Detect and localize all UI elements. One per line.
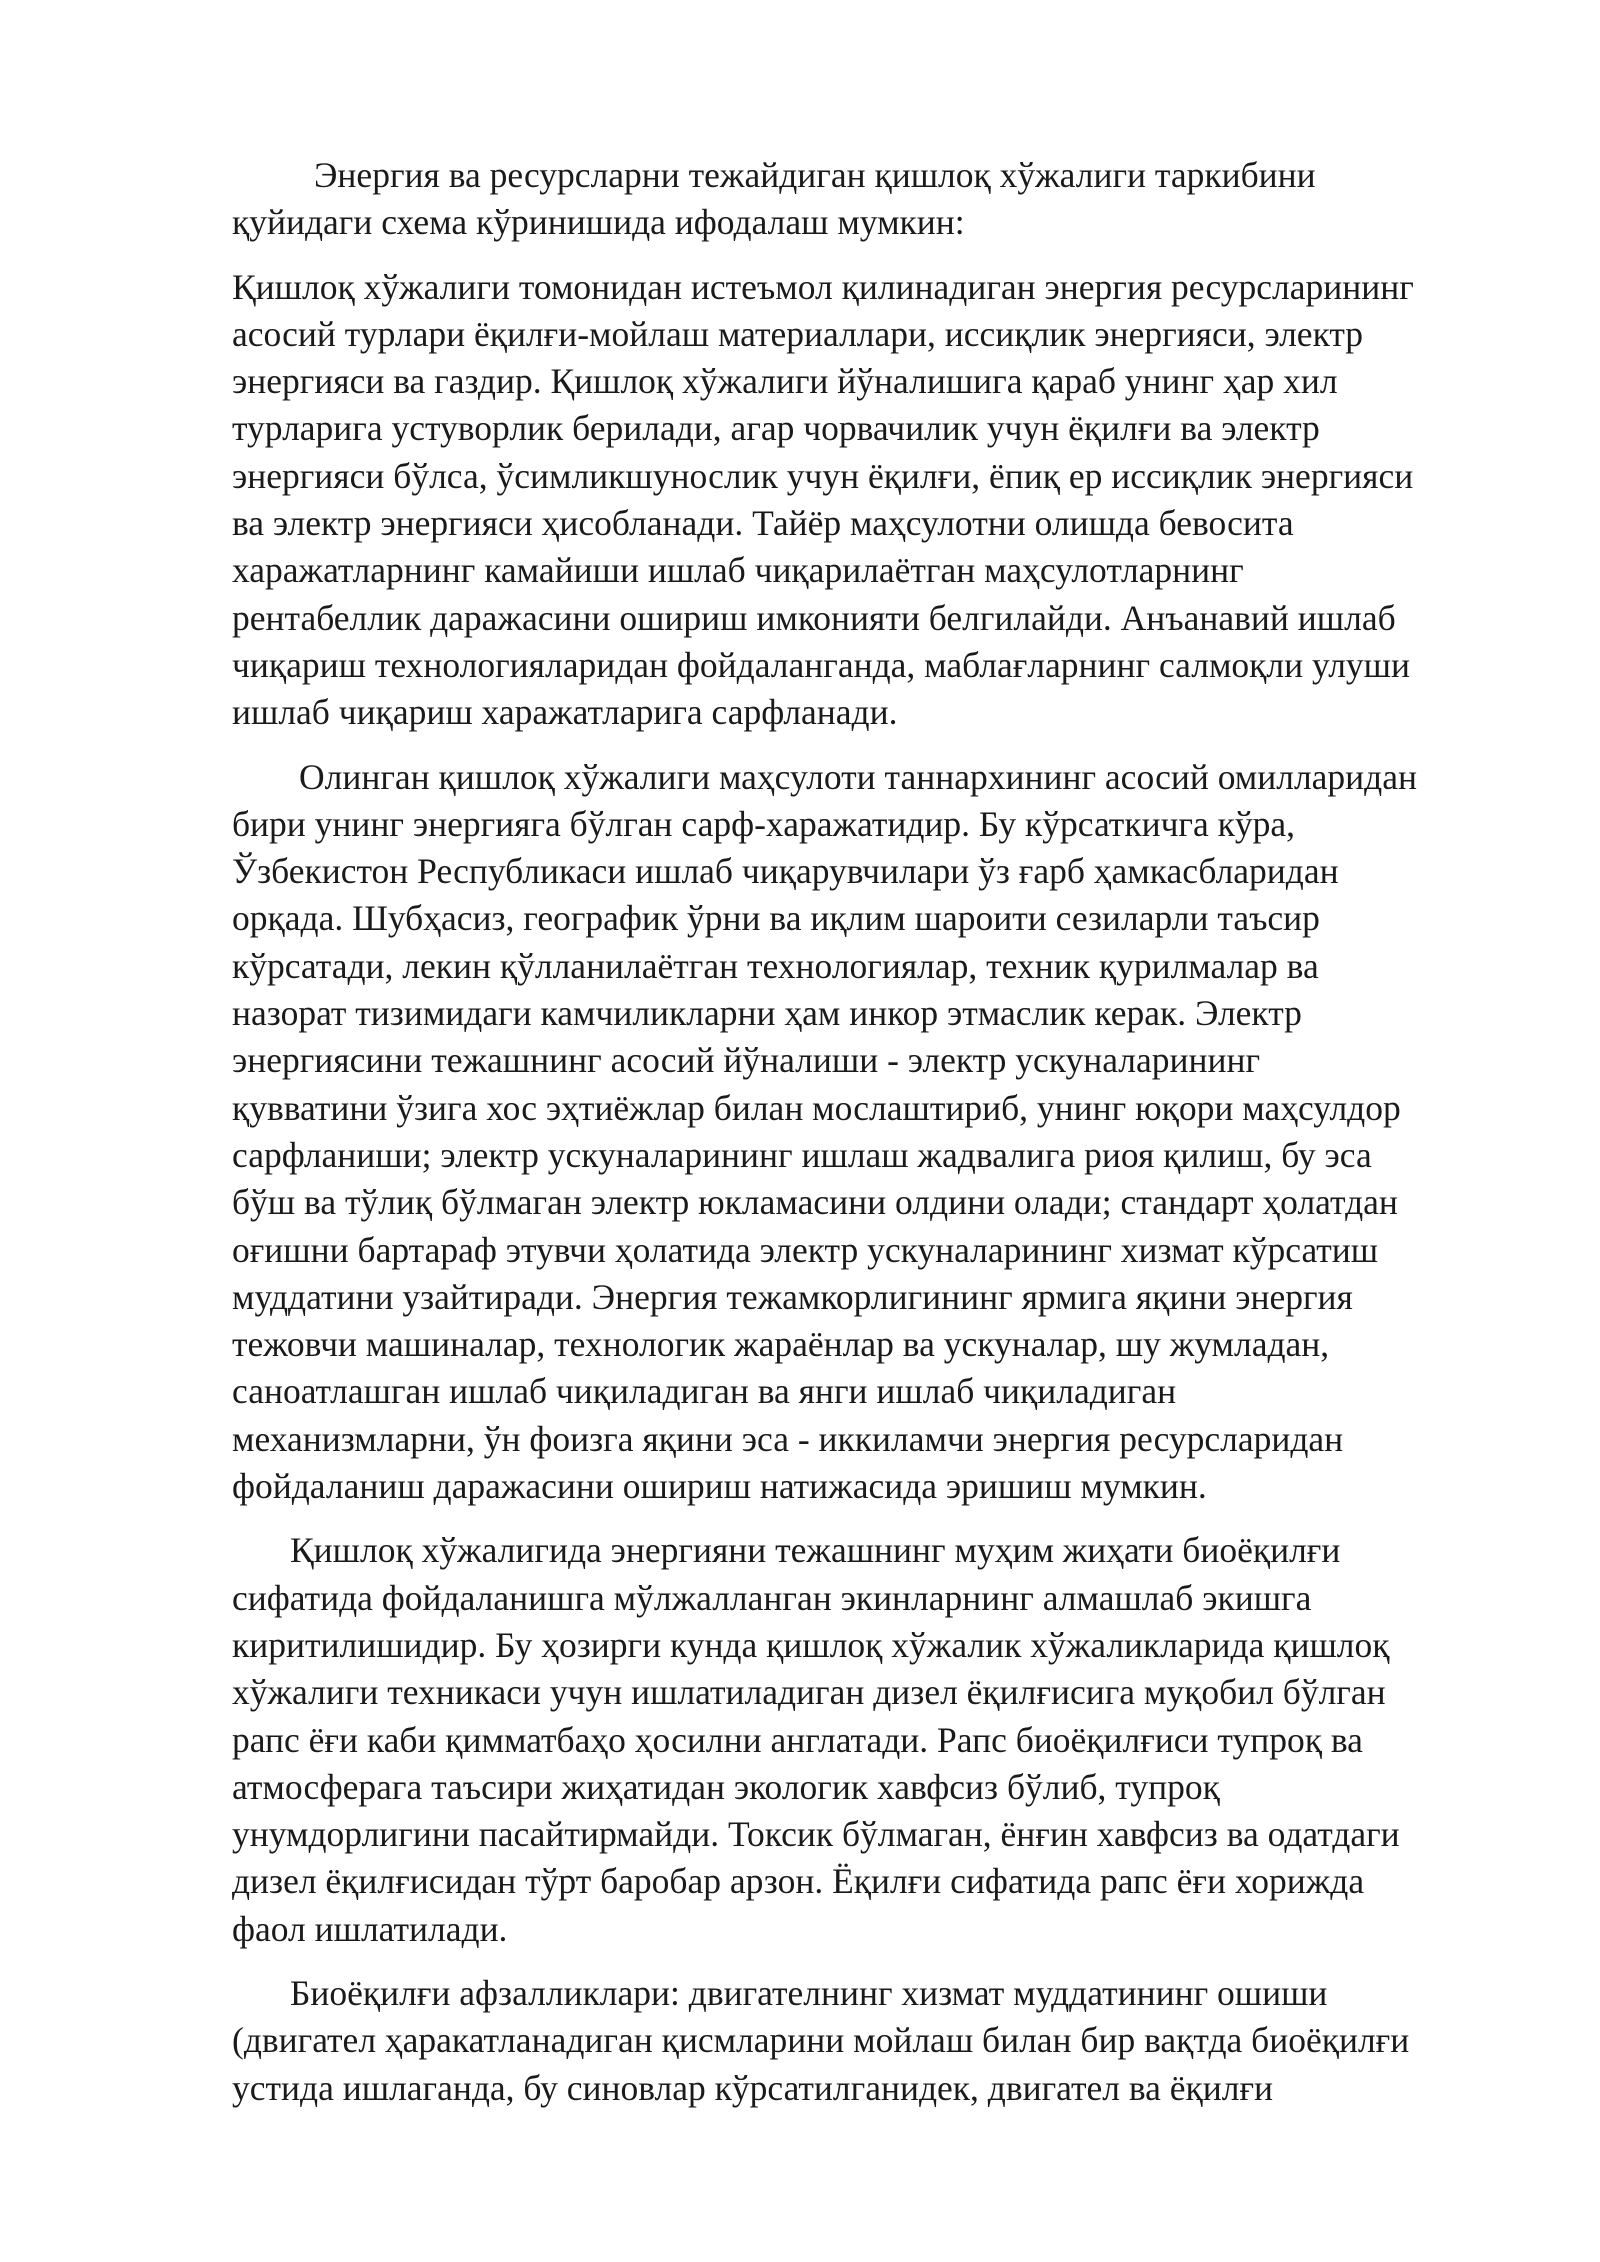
paragraph-line: тежовчи машиналар, технологик жараёнлар ва ускуналар, шу жумладан, <box>232 1324 1330 1365</box>
paragraph-line: (двигател ҳаракатланадиган қисмларини мойлаш билан бир вақтда биоёқилғи <box>232 2020 1410 2061</box>
paragraph-line: дизел ёқилғисидан тўрт баробар арзон. Ёқилғи сифатида рапс ёғи хорижда <box>232 1861 1365 1902</box>
paragraph-line: қуйидаги схема кўринишида ифодалаш мумкин: <box>232 202 965 243</box>
paragraph-line: Қишлоқ хўжалиги томонидан истеъмол қилинадиган энергия ресурсларининг <box>232 266 1414 307</box>
paragraph-line: Олинган қишлоқ хўжалиги маҳсулоти таннархининг асосий омилларидан <box>299 756 1417 797</box>
paragraph-line: ишлаб чиқариш харажатларига сарфланади. <box>232 692 898 733</box>
paragraph-line: рапс ёғи каби қимматбаҳо ҳосилни англатади. Рапс биоёқилғиси тупроқ ва <box>232 1719 1363 1760</box>
paragraph-line: механизмларни, ўн фоизга яқини эса - иккиламчи энергия ресурсларидан <box>232 1418 1344 1459</box>
paragraph-biofuel-advantages <box>232 1970 1502 2112</box>
paragraph-line: сифатида фойдаланишга мўлжалланган экинларнинг алмашлаб экишга <box>232 1577 1312 1618</box>
paragraph-line: чиқариш технологияларидан фойдаланганда, маблағларнинг салмоқли улуши <box>232 644 1411 685</box>
paragraph-line: асосий турлари ёқилғи-мойлаш материаллари, иссиқлик энергияси, электр <box>232 313 1364 354</box>
paragraph-line: бўш ва тўлиқ бўлмаган электр юкламасини олдини олади; стандарт ҳолатдан <box>232 1182 1398 1223</box>
paragraph-line: ва электр энергияси ҳисобланади. Тайёр маҳсулотни олишда бевосита <box>232 503 1294 544</box>
paragraph-line: рентабеллик даражасини ошириш имконияти белгилайди. Анъанавий ишлаб <box>232 597 1396 638</box>
paragraph-line: атмосферага таъсири жиҳатидан экологик хавфсиз бўлиб, тупроқ <box>232 1766 1220 1807</box>
paragraph-line: бири унинг энергияга бўлган сарф-харажатидир. Бу кўрсаткичга кўра, <box>232 803 1295 844</box>
paragraph-line: орқада. Шубҳасиз, географик ўрни ва иқлим шароити сезиларли таъсир <box>232 898 1320 939</box>
paragraph-line: хўжалиги техникаси учун ишлатиладиган дизел ёқилғисига муқобил бўлган <box>232 1672 1386 1713</box>
paragraph-line: қувватини ўзига хос эҳтиёжлар билан мослаштириб, унинг юқори маҳсулдор <box>232 1087 1401 1128</box>
paragraph-line: унумдорлигини пасайтирмайди. Токсик бўлмаган, ёнғин хавфсиз ва одатдаги <box>232 1814 1400 1855</box>
paragraph-line: киритилишидир. Бу ҳозирги кунда қишлоқ хўжалик хўжаликларида қишлоқ <box>232 1624 1390 1665</box>
paragraph-line: харажатларнинг камайиши ишлаб чиқарилаётган маҳсулотларнинг <box>232 550 1244 591</box>
paragraph-energy-resources <box>232 264 1502 737</box>
paragraph-line: назорат тизимидаги камчиликларни ҳам инкор этмаслик керак. Электр <box>232 993 1302 1034</box>
paragraph-intro <box>232 152 1502 247</box>
paragraph-line: фойдаланиш даражасини ошириш натижасида эришиш мумкин. <box>232 1466 1207 1507</box>
paragraph-line: саноатлашган ишлаб чиқиладиган ва янги ишлаб чиқиладиган <box>232 1371 1177 1412</box>
paragraph-line: энергияси бўлса, ўсимликшунослик учун ёқилғи, ёпиқ ер иссиқлик энергияси <box>232 455 1414 496</box>
paragraph-biofuel-crops <box>232 1527 1502 1953</box>
paragraph-line: муддатини узайтиради. Энергия тежамкорлигининг ярмига яқини энергия <box>232 1276 1353 1317</box>
document-body <box>232 152 1502 2129</box>
paragraph-line: энергиясини тежашнинг асосий йўналиши - электр ускуналарининг <box>232 1040 1261 1081</box>
paragraph-line: устида ишлаганда, бу синовлар кўрсатилганидек, двигател ва ёқилғи <box>232 2067 1274 2108</box>
paragraph-line: оғишни бартараф этувчи ҳолатида электр ускуналарининг хизмат кўрсатиш <box>232 1229 1379 1270</box>
paragraph-line: Биоёқилғи афзалликлари: двигателнинг хизмат муддатининг ошиши <box>290 1972 1328 2013</box>
paragraph-line: сарфланиши; электр ускуналарининг ишлаш жадвалига риоя қилиш, бу эса <box>232 1134 1372 1175</box>
paragraph-line: Энергия ва ресурсларни тежайдиган қишлоқ хўжалиги таркибини <box>314 155 1316 195</box>
paragraph-line: турларига устуворлик берилади, агар чорвачилик учун ёқилғи ва электр <box>232 408 1320 449</box>
paragraph-cost-factors <box>232 754 1502 1511</box>
paragraph-line: Қишлоқ хўжалигида энергияни тежашнинг муҳим жиҳати биоёқилғи <box>290 1530 1341 1571</box>
paragraph-line: Ўзбекистон Республикаси ишлаб чиқарувчилари ўз ғарб ҳамкасбларидан <box>232 851 1339 892</box>
paragraph-line: фаол ишлатилади. <box>232 1908 508 1949</box>
paragraph-line: кўрсатади, лекин қўлланилаётган технологиялар, техник қурилмалар ва <box>232 945 1319 986</box>
paragraph-line: энергияси ва газдир. Қишлоқ хўжалиги йўналишига қараб унинг ҳар хил <box>232 361 1338 402</box>
